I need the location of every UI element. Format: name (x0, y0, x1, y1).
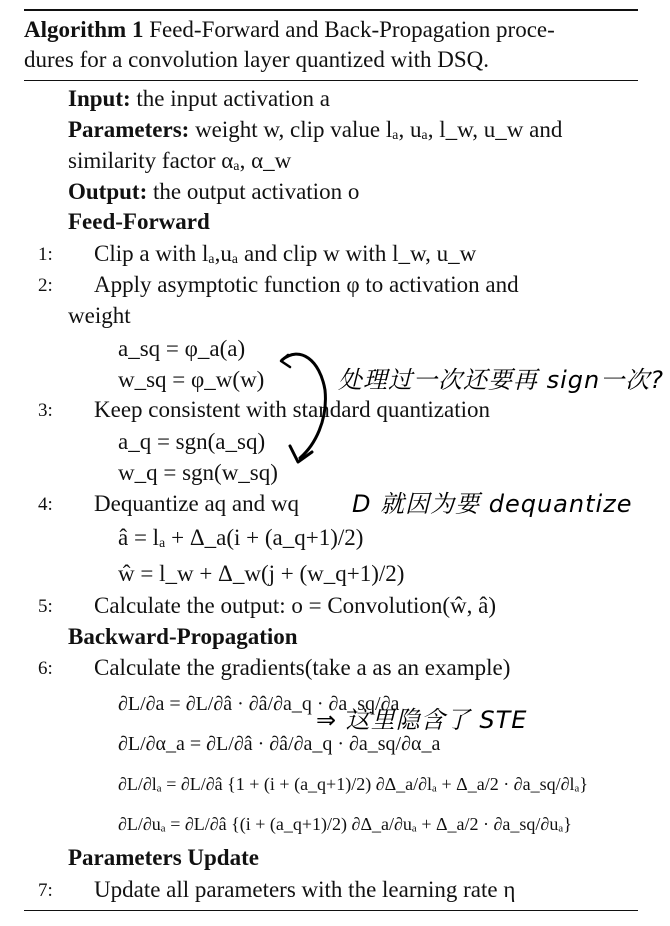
step-text: Clip a with lₐ,uₐ and clip w with l_w, u_w (94, 241, 477, 266)
algorithm-title-line2: dures for a convolution layer quantized with DSQ. (24, 47, 489, 72)
step-text: Update all parameters with the learning rate η (94, 877, 516, 902)
equation-grad-l: ∂L/∂lₐ = ∂L/∂â {1 + (i + (a_q+1)/2) ∂Δ_a/∂lₐ + Δ_a/2 · ∂a_sq/∂lₐ} (118, 774, 589, 794)
equation-ahat: â = lₐ + Δ_a(i + (a_q+1)/2) (118, 525, 364, 550)
algorithm-number: Algorithm 1 (24, 17, 144, 42)
input-label: Input: (68, 86, 131, 111)
update-heading: Parameters Update (68, 845, 259, 870)
step-text-continued: weight (68, 303, 131, 328)
step-number: 6: (38, 658, 53, 679)
params-line2: similarity factor αₐ, α_w (68, 148, 292, 173)
step-number: 7: (38, 880, 53, 901)
step-number: 5: (38, 596, 53, 617)
step-number: 3: (38, 400, 53, 421)
handwritten-note-ste: ⇒ 这里隐含了 STE (316, 706, 528, 734)
output-text: the output activation o (153, 179, 360, 204)
equation-grad-a: ∂L/∂a = ∂L/∂â · ∂â/∂a_q · ∂a_sq/∂a (118, 693, 400, 715)
step-text: Dequantize aq and wq (94, 491, 300, 516)
algorithm-title: Feed-Forward and Back-Propagation proce- (149, 17, 555, 42)
output-label: Output: (68, 179, 148, 204)
params-text: weight w, clip value lₐ, uₐ, l_w, u_w and (195, 117, 563, 142)
step-number: 4: (38, 494, 53, 515)
equation-wsq: w_sq = φ_w(w) (118, 367, 265, 392)
params-label: Parameters: (68, 117, 190, 142)
step-number: 2: (38, 275, 53, 296)
step-text: Keep consistent with standard quantization (94, 397, 491, 422)
handwritten-note-dequantize: D 就因为要 dequantize (352, 490, 633, 518)
equation-grad-alpha: ∂L/∂α_a = ∂L/∂â · ∂â/∂a_q · ∂a_sq/∂α_a (118, 733, 441, 755)
equation-what: ŵ = l_w + Δ_w(j + (w_q+1)/2) (118, 561, 405, 586)
equation-wq: w_q = sgn(w_sq) (118, 460, 278, 485)
equation-grad-u: ∂L/∂uₐ = ∂L/∂â {(i + (a_q+1)/2) ∂Δ_a/∂uₐ + Δ_a/2 · ∂a_sq/∂uₐ} (118, 814, 572, 834)
input-text: the input activation a (136, 86, 330, 111)
step-text: Calculate the output: o = Convolution(ŵ, â) (94, 593, 496, 618)
feed-forward-heading: Feed-Forward (68, 209, 210, 234)
backward-heading: Backward-Propagation (68, 624, 298, 649)
step-text: Apply asymptotic function φ to activation and (94, 272, 519, 297)
step-number: 1: (38, 244, 53, 265)
handwritten-note-sign: 处理过一次还要再 sign一次? (338, 366, 664, 394)
equation-asq: a_sq = φ_a(a) (118, 336, 246, 361)
equation-aq: a_q = sgn(a_sq) (118, 429, 266, 454)
step-text: Calculate the gradients(take a as an example) (94, 655, 511, 680)
